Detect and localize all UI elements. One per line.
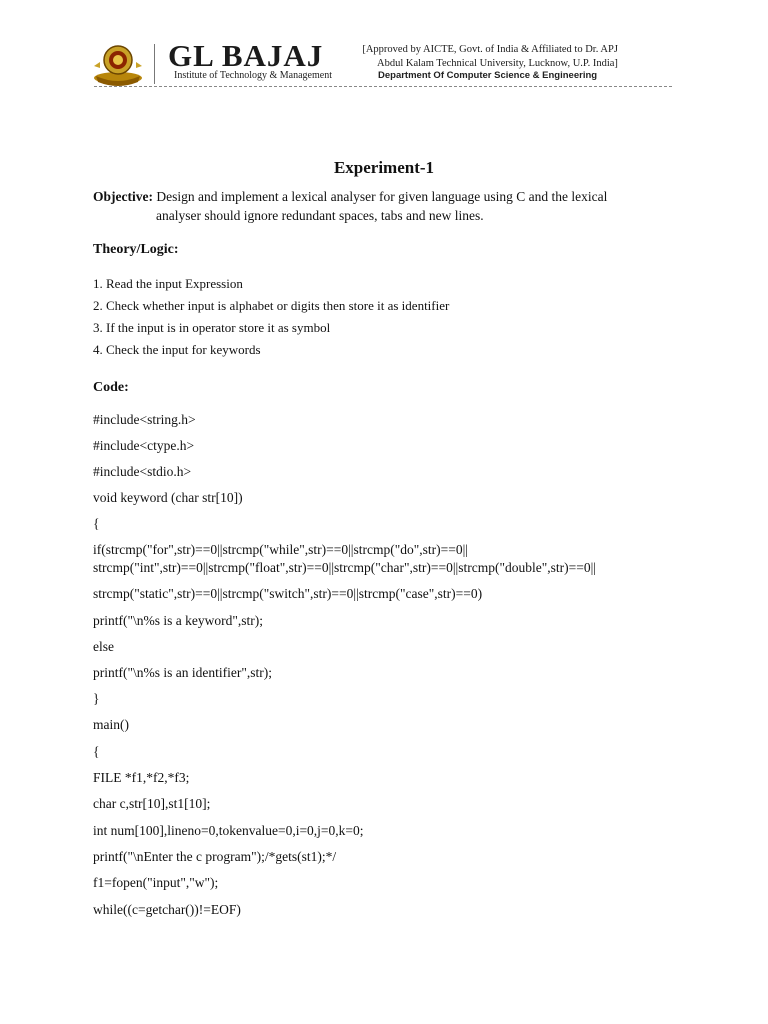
code-line: {	[93, 516, 100, 531]
list-item: 2. Check whether input is alphabet or digits then store it as identifier	[93, 298, 450, 313]
header-rule	[94, 86, 672, 87]
department-name: Department Of Computer Science & Engineering	[378, 70, 598, 81]
affiliation-line-2: Abdul Kalam Technical University, Lucknow, U.P. India]	[377, 58, 618, 69]
objective-label: Objective:	[93, 189, 153, 204]
code-line: {	[93, 744, 100, 759]
code-line: #include<ctype.h>	[93, 438, 195, 453]
objective-text-line-2: analyser should ignore redundant spaces, tabs and new lines.	[156, 208, 484, 223]
list-item: 1. Read the input Expression	[93, 276, 243, 291]
code-line: strcmp("int",str)==0||strcmp("float",str)==0||strcmp("char",str)==0||strcmp("double",str)==0||	[93, 560, 597, 575]
institute-subtitle: Institute of Technology & Management	[174, 70, 332, 81]
code-line: main()	[93, 717, 129, 732]
objective-text-line-1: Design and implement a lexical analyser for given language using C and the lexical	[156, 189, 608, 204]
college-crest-icon	[92, 42, 144, 86]
code-line: else	[93, 639, 114, 654]
code-line: while((c=getchar())!=EOF)	[93, 902, 241, 917]
institute-name: GL BAJAJ	[168, 38, 324, 73]
code-line: FILE *f1,*f2,*f3;	[93, 770, 190, 785]
objective	[93, 187, 653, 225]
experiment-title: Experiment-1	[333, 158, 435, 177]
theory-heading: Theory/Logic:	[93, 242, 179, 257]
code-line: strcmp("static",str)==0||strcmp("switch",str)==0||strcmp("case",str)==0)	[93, 586, 483, 601]
list-item: 3. If the input is in operator store it as symbol	[93, 320, 331, 335]
code-line: #include<string.h>	[93, 412, 196, 427]
code-line: printf("\nEnter the c program");/*gets(st1);*/	[93, 849, 337, 864]
code-line: if(strcmp("for",str)==0||strcmp("while",str)==0||strcmp("do",str)==0||	[93, 542, 469, 557]
affiliation	[361, 43, 618, 71]
code-line: #include<stdio.h>	[93, 464, 192, 479]
code-line: }	[93, 691, 100, 706]
code-line: printf("\n%s is a keyword",str);	[93, 613, 263, 628]
code-line: f1=fopen("input","w");	[93, 875, 219, 890]
code-line: int num[100],lineno=0,tokenvalue=0,i=0,j=0,k=0;	[93, 823, 364, 838]
list-item: 4. Check the input for keywords	[93, 342, 261, 357]
code-heading: Code:	[93, 380, 129, 395]
header-divider	[154, 44, 155, 84]
code-line: char c,str[10],st1[10];	[93, 796, 211, 811]
affiliation-line-1: [Approved by AICTE, Govt. of India & Affiliated to Dr. APJ	[362, 44, 618, 55]
code-line: printf("\n%s is an identifier",str);	[93, 665, 272, 680]
letterhead	[88, 40, 678, 92]
code-line: void keyword (char str[10])	[93, 490, 243, 505]
